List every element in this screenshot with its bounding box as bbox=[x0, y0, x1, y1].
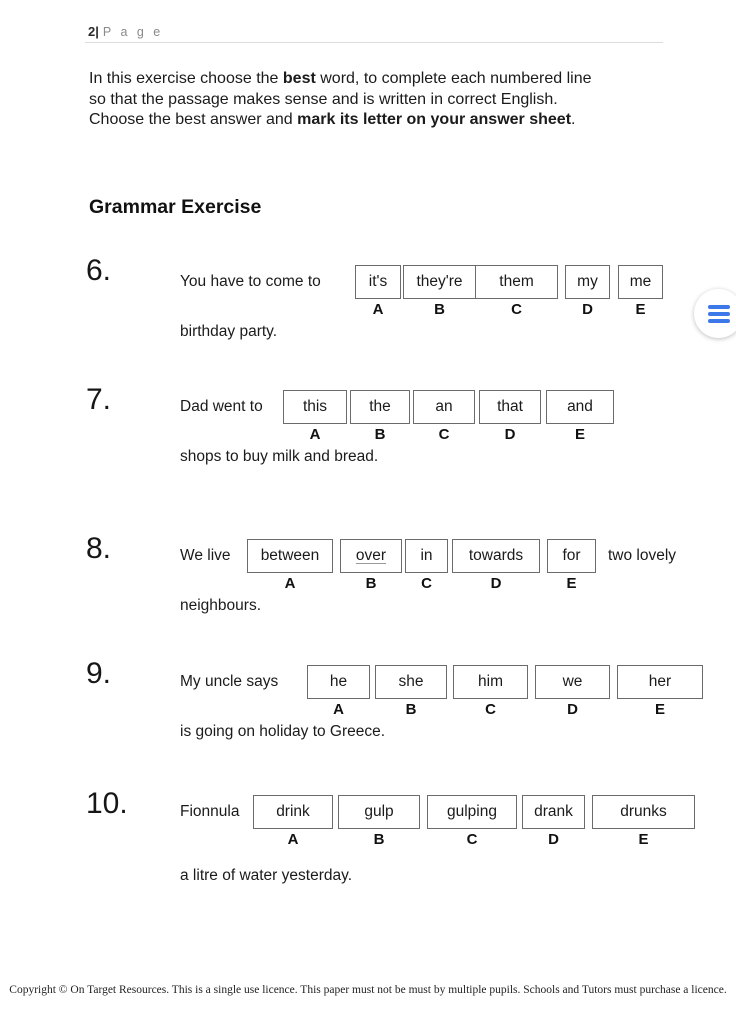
text-segment: word, to complete each numbered line bbox=[315, 70, 592, 87]
choice-word: she bbox=[398, 673, 424, 690]
choice-letter: A bbox=[287, 831, 299, 848]
choice-letter: E bbox=[574, 426, 585, 443]
choice-d bbox=[452, 539, 540, 592]
choice-c bbox=[413, 390, 475, 443]
choice-e bbox=[592, 795, 695, 848]
instructions-line-2 bbox=[89, 90, 592, 111]
text-segment: Choose the best answer and bbox=[89, 111, 298, 128]
choice-b bbox=[340, 539, 402, 592]
choice-c bbox=[427, 795, 517, 848]
choice-word: towards bbox=[468, 547, 524, 564]
choice-a bbox=[355, 265, 401, 318]
choice-letter: A bbox=[309, 426, 321, 443]
choice-box bbox=[340, 539, 402, 573]
choice-letter: D bbox=[582, 301, 593, 318]
choice-box bbox=[452, 539, 540, 573]
choice-box bbox=[375, 665, 447, 699]
choice-box bbox=[253, 795, 333, 829]
question-continuation: shops to buy milk and bread. bbox=[180, 448, 379, 465]
question-10 bbox=[86, 785, 695, 886]
choice-word: we bbox=[562, 673, 583, 690]
hamburger-bar bbox=[708, 319, 730, 323]
choice-word: this bbox=[302, 398, 328, 415]
choice-e bbox=[618, 265, 663, 318]
choice-c bbox=[475, 265, 558, 318]
hamburger-bar bbox=[708, 305, 730, 309]
question-lead-text: My uncle says bbox=[180, 673, 279, 690]
instructions bbox=[89, 69, 592, 131]
choice-letter: D bbox=[504, 426, 516, 443]
question-continuation: birthday party. bbox=[180, 323, 278, 340]
choice-box bbox=[355, 265, 401, 299]
choice-word: it's bbox=[368, 273, 388, 290]
choice-box bbox=[427, 795, 517, 829]
question-6 bbox=[86, 252, 663, 342]
question-lead-text: We live bbox=[180, 547, 231, 564]
choice-box bbox=[283, 390, 347, 424]
choice-c bbox=[453, 665, 528, 718]
choice-e bbox=[546, 390, 614, 443]
choice-word: they're bbox=[416, 273, 463, 290]
choice-box bbox=[475, 265, 558, 299]
question-7 bbox=[86, 381, 614, 467]
choice-d bbox=[565, 265, 610, 318]
choice-letter: B bbox=[373, 831, 385, 848]
choice-b bbox=[338, 795, 420, 848]
question-9 bbox=[86, 655, 703, 742]
choice-word: for bbox=[562, 547, 581, 564]
hamburger-icon bbox=[708, 305, 730, 323]
question-number: 10. bbox=[86, 787, 128, 820]
choice-box bbox=[546, 390, 614, 424]
choice-word: the bbox=[369, 398, 391, 415]
choice-letter: C bbox=[466, 831, 478, 848]
header-divider bbox=[85, 42, 663, 43]
choice-b bbox=[375, 665, 447, 718]
choice-box bbox=[592, 795, 695, 829]
choice-e bbox=[547, 539, 596, 592]
choice-word: that bbox=[497, 398, 523, 415]
choice-letter: B bbox=[374, 426, 386, 443]
section-heading: Grammar Exercise bbox=[89, 196, 262, 218]
choice-letter: E bbox=[654, 701, 665, 718]
choice-a bbox=[307, 665, 370, 718]
page-number: 2| bbox=[88, 24, 99, 39]
choice-letter: C bbox=[438, 426, 450, 443]
choice-b bbox=[350, 390, 410, 443]
choice-letter: C bbox=[511, 301, 522, 318]
question-lead-text: Dad went to bbox=[180, 398, 263, 415]
choice-box bbox=[565, 265, 610, 299]
question-lead-text: Fionnula bbox=[180, 803, 240, 820]
choice-a bbox=[253, 795, 333, 848]
choice-letter: E bbox=[638, 831, 649, 848]
choice-c bbox=[405, 539, 448, 592]
choice-word: gulp bbox=[364, 803, 394, 820]
choice-letter: E bbox=[566, 575, 577, 592]
choice-letter: E bbox=[635, 301, 646, 318]
choice-word: him bbox=[478, 673, 503, 690]
choice-letter: D bbox=[567, 701, 578, 718]
question-number: 9. bbox=[86, 657, 112, 690]
choice-box bbox=[617, 665, 703, 699]
choice-box bbox=[535, 665, 610, 699]
choice-letter: D bbox=[490, 575, 502, 592]
choice-letter: B bbox=[365, 575, 377, 592]
choice-d bbox=[535, 665, 610, 718]
choice-letter: B bbox=[405, 701, 417, 718]
choice-letter: A bbox=[284, 575, 296, 592]
choice-letter: C bbox=[485, 701, 496, 718]
choice-box bbox=[547, 539, 596, 573]
choice-e bbox=[617, 665, 703, 718]
choice-word: an bbox=[435, 398, 453, 415]
text-segment: . bbox=[571, 111, 576, 128]
instructions-line-3 bbox=[89, 110, 592, 131]
choice-word: in bbox=[420, 547, 433, 564]
question-continuation: a litre of water yesterday. bbox=[180, 867, 353, 884]
page-label: P a g e bbox=[102, 25, 164, 39]
choice-letter: C bbox=[421, 575, 432, 592]
choice-box bbox=[453, 665, 528, 699]
page-header bbox=[88, 24, 163, 39]
choice-word: them bbox=[499, 273, 534, 290]
choice-word: drunks bbox=[620, 803, 667, 820]
choice-letter: A bbox=[372, 301, 384, 318]
choice-box bbox=[522, 795, 585, 829]
choice-letter: B bbox=[434, 301, 445, 318]
menu-button[interactable] bbox=[694, 289, 736, 338]
choice-box bbox=[350, 390, 410, 424]
choice-word: and bbox=[567, 398, 593, 415]
choice-word: me bbox=[629, 273, 652, 290]
choice-word-underlined: over bbox=[355, 547, 387, 564]
choice-box bbox=[405, 539, 448, 573]
choice-letter: D bbox=[548, 831, 559, 848]
choice-word: drank bbox=[534, 803, 573, 820]
choice-a bbox=[247, 539, 333, 592]
question-8 bbox=[86, 530, 676, 616]
choice-box bbox=[338, 795, 420, 829]
question-continuation: is going on holiday to Greece. bbox=[180, 723, 386, 740]
choice-box bbox=[403, 265, 476, 299]
text-segment-bold: best bbox=[282, 70, 316, 87]
copyright-footer: Copyright © On Target Resources. This is a single use licence. This paper must not be must by multiple pupils. Schools and Tutors must purchase a licence. bbox=[9, 984, 727, 996]
instructions-line-1 bbox=[89, 69, 592, 90]
question-lead-text: You have to come to bbox=[180, 273, 321, 290]
choice-letter: A bbox=[333, 701, 344, 718]
choice-box bbox=[413, 390, 475, 424]
question-number: 8. bbox=[86, 532, 112, 565]
choice-word: her bbox=[648, 673, 672, 690]
choice-box bbox=[307, 665, 370, 699]
choice-d bbox=[522, 795, 585, 848]
text-segment-bold: mark its letter on your answer sheet bbox=[297, 111, 572, 128]
choice-b bbox=[403, 265, 476, 318]
hamburger-bar bbox=[708, 312, 730, 316]
choice-box bbox=[247, 539, 333, 573]
choice-word: gulping bbox=[447, 803, 497, 820]
choice-word: between bbox=[260, 547, 320, 564]
text-segment: In this exercise choose the bbox=[89, 70, 283, 87]
question-tail-text: two lovely bbox=[608, 547, 677, 564]
choice-d bbox=[479, 390, 541, 443]
question-number: 6. bbox=[86, 254, 112, 287]
choice-word: my bbox=[577, 273, 598, 290]
choice-a bbox=[283, 390, 347, 443]
choice-box bbox=[479, 390, 541, 424]
question-continuation: neighbours. bbox=[180, 597, 262, 614]
choice-word: he bbox=[329, 673, 348, 690]
question-number: 7. bbox=[86, 383, 112, 416]
choice-word: drink bbox=[276, 803, 310, 820]
text-segment: so that the passage makes sense and is written in correct English. bbox=[89, 90, 558, 108]
choice-box bbox=[618, 265, 663, 299]
